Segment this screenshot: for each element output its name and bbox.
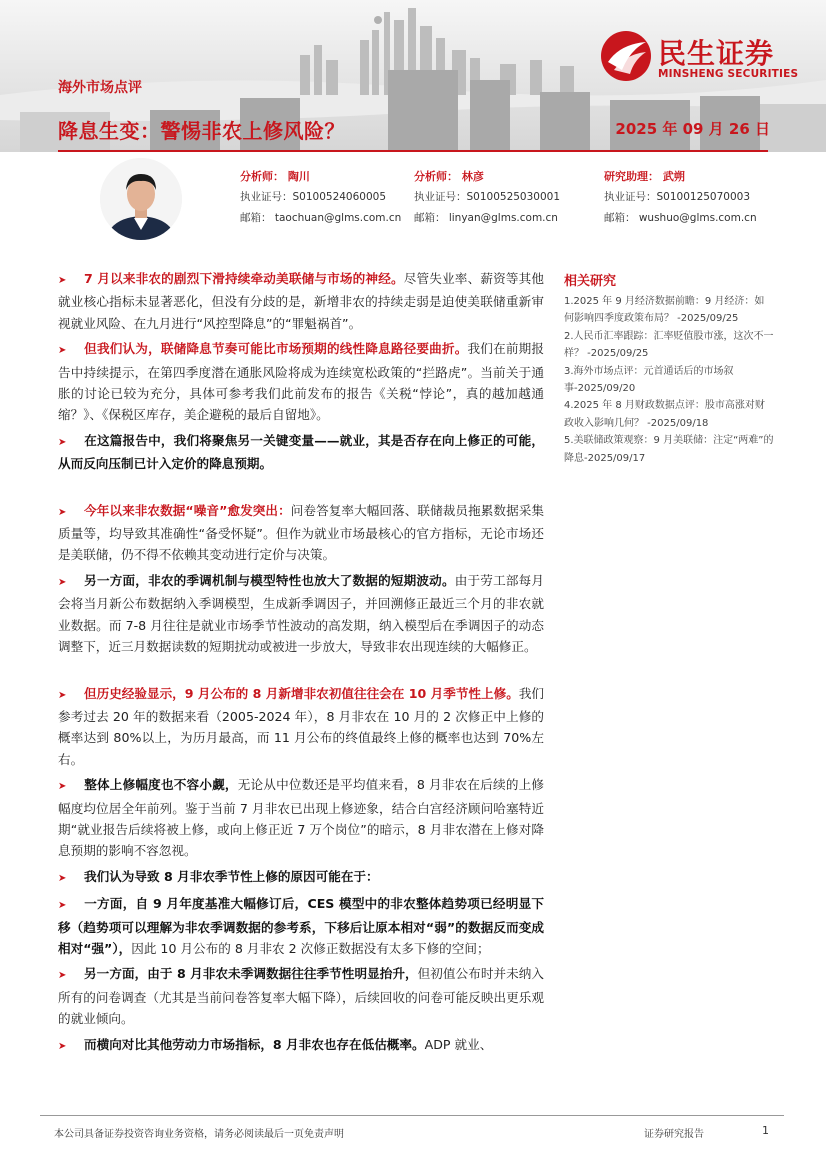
sidebar-title: 相关研究	[564, 274, 617, 289]
body-paragraph	[58, 774, 544, 862]
analyst-cert: 执业证号：S0100525030001	[414, 191, 561, 203]
paragraph-lead: 但我们认为，联储降息节奏可能比市场预期的线性降息路径要曲折。	[84, 341, 468, 357]
paragraph-lead: 整体上修幅度也不容小觑，	[84, 777, 238, 793]
body-paragraph	[58, 570, 544, 658]
report-date: 2025 年 09 月 26 日	[615, 120, 770, 138]
page-number: 1	[762, 1124, 769, 1137]
footer-doc-type: 证券研究报告	[644, 1129, 704, 1140]
report-title: 降息生变：警惕非农上修风险？	[58, 119, 345, 143]
paragraph-lead: 但历史经验显示，9 月公布的 8 月新增非农初值往往会在 10 月季节性上修。	[84, 685, 519, 701]
paragraph-text: 我们参考过去 20 年的数据来看（2005-2024 年），8 月非农在 10 月的 2 次修正中上修的概率达到 80%以上，为历月最高，而 11 月公布的终值最终上修的概率也达到 70%左右。	[58, 685, 545, 767]
bullet-arrow-icon: ➤	[58, 1040, 67, 1052]
bullet-arrow-icon: ➤	[58, 576, 67, 588]
analyst-block-3	[604, 166, 757, 229]
minsheng-logo	[600, 30, 810, 86]
footer-divider	[40, 1115, 784, 1116]
footer-disclaimer: 本公司具备证券投资咨询业务资格，请务必阅读最后一页免责声明	[54, 1129, 344, 1140]
bullet-arrow-icon: ➤	[58, 275, 67, 286]
paragraph-lead: 一方面，自 9 月年度基准大幅修订后，CES 模型中的非农整体趋势项已经明显下移（趋势项可以理解为非农季调数据的参考系，下移后让原本相对“弱”的数据反而变成相对“强”），	[58, 896, 544, 956]
body-paragraph	[58, 430, 544, 475]
body-paragraph	[58, 268, 544, 334]
paragraph-text: 问卷答复率大幅回落、联储裁员拖累数据采集质量等，均导致其准确性“备受怀疑”。但作为就业市场最核心的官方指标，无论市场还是美联储，仍不得不依赖其变动进行定价与决策。	[58, 502, 545, 563]
header-banner	[0, 0, 826, 152]
analyst-name: 分析师： 林彦	[414, 170, 484, 183]
paragraph-lead: 7 月以来非农的剧烈下滑持续牵动美联储与市场的神经。	[84, 271, 404, 286]
bullet-arrow-icon: ➤	[58, 970, 67, 982]
paragraph-text: 我们在前期报告中持续提示，在第四季度潜在通胀风险将成为连续宽松政策的“拦路虎”。当前关于通胀的讨论已较为充分，具体可参考我们此前发布的报告《关税“悖论”，真的越加越通缩？》、《保税区库存，美企避税的最后自留地》。	[58, 341, 545, 423]
bullet-arrow-icon: ➤	[58, 900, 67, 912]
analyst-name: 研究助理： 武朔	[604, 170, 685, 183]
bullet-arrow-icon: ➤	[58, 872, 67, 884]
paragraph-text: 无论从中位数还是平均值来看，8 月非农在后续的上修幅度均位居全年前列。鉴于当前 7 月非农已出现上修迹象，结合白宫经济顾问哈塞特近期“就业报告后续将被上修，或向上修正近 7 万个岗位”的暗示，8 月非农潜在上修对降息预期的影响不容忽视。	[58, 777, 544, 859]
related-research-sidebar	[564, 270, 774, 467]
analyst-cert: 执业证号：S0100524060005	[240, 191, 387, 203]
analyst-block-1	[240, 166, 401, 229]
paragraph-lead: 另一方面，非农的季调机制与模型特性也放大了数据的短期波动。	[84, 572, 455, 588]
analyst-email[interactable]: 邮箱： linyan@glms.com.cn	[414, 212, 558, 224]
paragraph-text: 但初值公布时并未纳入所有的问卷调查（尤其是当前问卷答复率大幅下降），后续回收的问卷可能反映出更乐观的就业倾向。	[58, 966, 544, 1027]
related-research-item[interactable]: 4.2025 年 8 月财政数据点评：股市高涨对财政收入影响几何？ -2025/09/18	[564, 400, 765, 429]
bullet-arrow-icon: ➤	[58, 689, 67, 701]
body-paragraph	[58, 683, 544, 771]
paragraph-lead: 而横向对比其他劳动力市场指标，8 月非农也存在低估概率。	[84, 1036, 425, 1052]
body-paragraph	[58, 1034, 544, 1057]
logo-emblem-icon	[600, 30, 652, 82]
body-paragraph	[58, 500, 544, 566]
analyst-email[interactable]: 邮箱： wushuo@glms.com.cn	[604, 212, 757, 224]
body-paragraph	[58, 963, 544, 1029]
analyst-name: 分析师： 陶川	[240, 170, 310, 183]
paragraph-text: 因此 10 月公布的 8 月非农 2 次修正数据没有太多下修的空间；	[131, 940, 490, 956]
paragraph-bold: 我们认为导致 8 月非农季节性上修的原因可能在于：	[84, 868, 379, 884]
paragraph-lead: 今年以来非农数据“噪音”愈发突出：	[84, 502, 291, 518]
paragraph-lead: 另一方面，由于 8 月非农未季调数据往往季节性明显抬升，	[84, 966, 418, 982]
paragraph-text: ADP 就业、	[424, 1036, 493, 1052]
report-body	[58, 268, 544, 1057]
related-research-item[interactable]: 2.人民币汇率跟踪：汇率贬值股市涨，这次不一样？ -2025/09/25	[564, 330, 774, 360]
person-photo-icon	[100, 158, 182, 240]
logo-text-cn: 民生证券	[658, 37, 775, 70]
body-paragraph	[58, 893, 544, 959]
report-type: 海外市场点评	[58, 80, 142, 96]
body-paragraph	[58, 338, 544, 426]
paragraph-text: 由于劳工部每月会将当月新公布数据纳入季调模型，生成新季调因子，并回溯修正最近三个月的非农就业数据。而 7-8 月往往是就业市场季节性波动的高发期，纳入模型后在季调因子的动态调整下，近三月数据读数的短期扰动或被进一步放大，导致非农出现连续的大幅修正。	[58, 572, 545, 655]
header-divider	[58, 150, 768, 152]
paragraph-text: 尽管失业率、薪资等其他就业核心指标未显著恶化，但没有分歧的是，新增非农的持续走弱是迫使美联储重新审视就业风险、在九月进行“风控型降息”的“罪魁祸首”。	[58, 271, 544, 331]
paragraph-bold: 在这篇报告中，我们将聚焦另一关键变量——就业，其是否存在向上修正的可能，从而反向压制已计入定价的降息预期。	[58, 432, 544, 472]
analyst-cert: 执业证号：S0100125070003	[604, 191, 751, 203]
bullet-arrow-icon: ➤	[58, 506, 67, 518]
related-research-item[interactable]: 1.2025 年 9 月经济数据前瞻：9 月经济：如何影响四季度政策布局？ -2025/09/25	[564, 296, 765, 325]
bullet-arrow-icon: ➤	[58, 436, 67, 448]
related-research-item[interactable]: 5.美联储政策观察：9 月美联储：注定“两难”的降息-2025/09/17	[564, 435, 774, 464]
analyst-avatar	[100, 158, 182, 240]
bullet-arrow-icon: ➤	[58, 781, 67, 793]
bullet-arrow-icon: ➤	[58, 345, 67, 357]
related-research-item[interactable]: 3.海外市场点评：元首通话后的市场叙事-2025/09/20	[564, 365, 734, 395]
analyst-email[interactable]: 邮箱： taochuan@glms.com.cn	[240, 212, 402, 224]
body-paragraph	[58, 866, 544, 889]
analyst-block-2	[414, 166, 560, 229]
logo-text-en: MINSHENG SECURITIES	[658, 68, 799, 80]
